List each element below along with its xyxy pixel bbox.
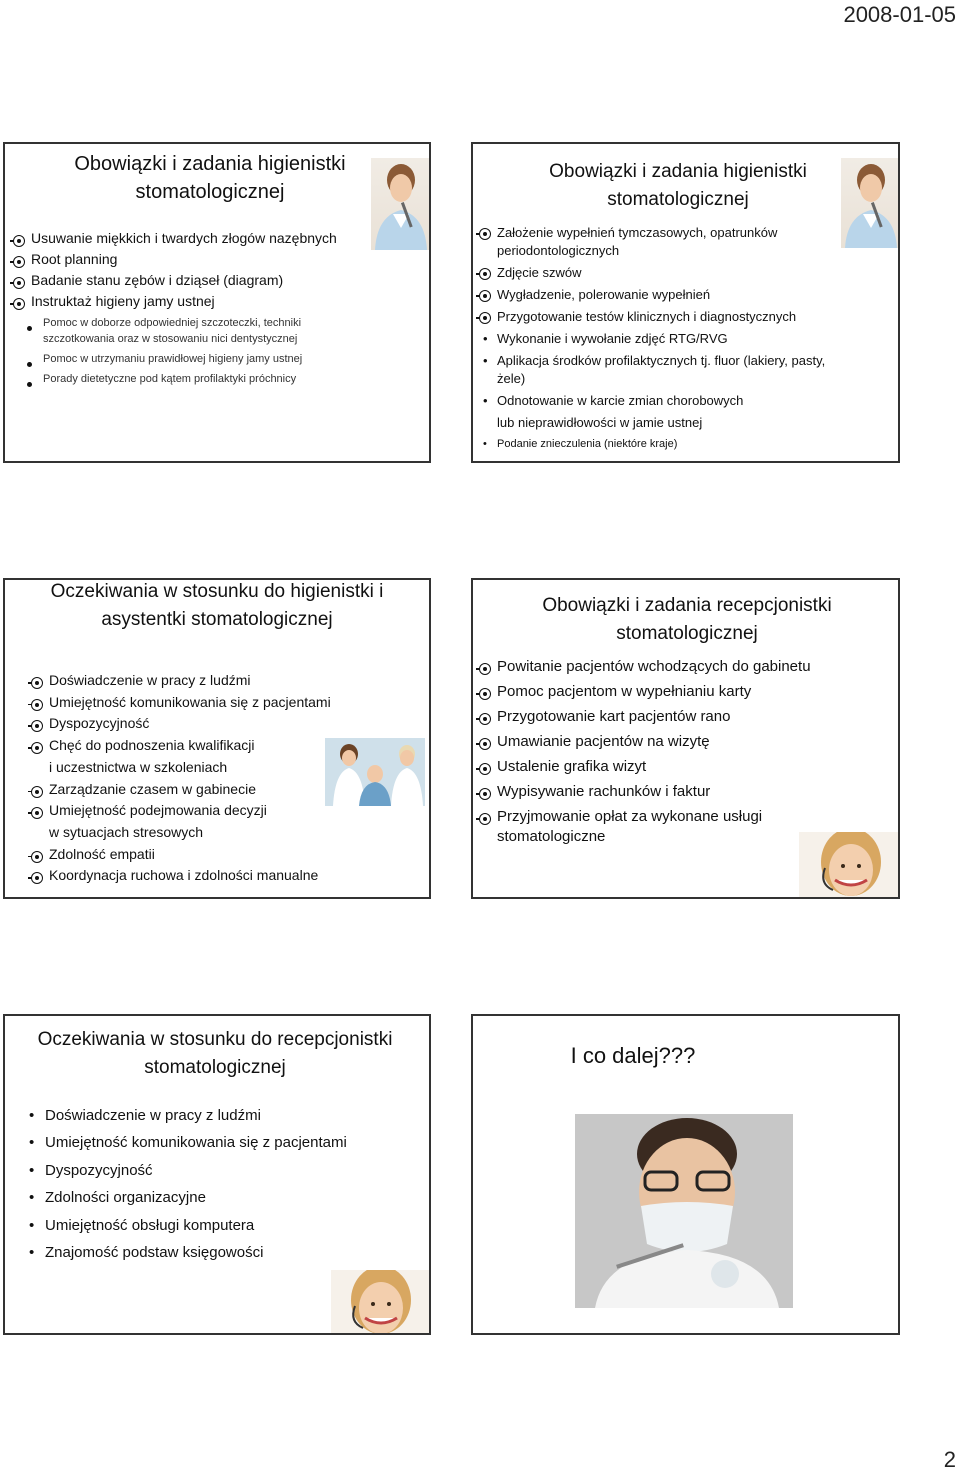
list-item: Porady dietetyczne pod kątem profilaktyki próchnicy: [13, 371, 413, 387]
slide-title: Obowiązki i zadania higienistki stomatologicznej: [74, 153, 346, 203]
slide-list: [479, 224, 849, 452]
list-item: Usuwanie miękkich i twardych złogów nazębnych: [13, 228, 413, 249]
list-item: • Wykonanie i wywołanie zdjęć RTG/RVG: [483, 331, 728, 346]
slide-what-next: [471, 1014, 900, 1335]
list-item: • Odnotowanie w karcie zmian chorobowych: [483, 393, 744, 408]
target-bullet-icon: [479, 290, 491, 302]
list-item: Instruktaż higieny jamy ustnej: [13, 291, 413, 312]
slide-hygienist-expectations: [3, 578, 431, 899]
list-item: Pomoc w doborze odpowiedniej szczoteczki, techniki szczotkowania oraz w stosowaniu nici dentystycznej: [13, 315, 373, 347]
list-item: Umiejętność podejmowania decyzji: [31, 800, 411, 822]
list-item: Wypisywanie rachunków i faktur: [479, 782, 879, 802]
target-bullet-icon: [479, 738, 491, 750]
slide-receptionist-expectations: [3, 1014, 431, 1335]
list-item: • Znajomość podstaw księgowości: [29, 1244, 264, 1262]
list-item: Koordynacja ruchowa i zdolności manualne: [31, 865, 411, 887]
slide-list: [13, 228, 413, 387]
target-bullet-icon: [479, 713, 491, 725]
target-bullet-icon: [479, 228, 491, 240]
list-item: • Zdolności organizacyjne: [29, 1189, 206, 1207]
dot-bullet-icon: [27, 326, 32, 331]
slide-list: [27, 1102, 407, 1266]
slide-hygienist-duties-2: [471, 142, 900, 463]
list-item: Root planning: [13, 249, 413, 270]
list-item: Pomoc pacjentom w wypełnianiu karty: [479, 682, 879, 702]
list-item: Umiejętność komunikowania się z pacjentami: [31, 692, 411, 714]
target-bullet-icon: [479, 268, 491, 280]
list-item: Zdjęcie szwów: [479, 264, 849, 282]
target-bullet-icon: [479, 813, 491, 825]
target-bullet-icon: [31, 699, 43, 711]
list-item: Przyjmowanie opłat za wykonane usługi stomatologiczne: [479, 807, 807, 847]
dot-bullet-icon: [27, 382, 32, 387]
page-number: 2: [943, 1447, 956, 1472]
receptionist-headset-image: [331, 1270, 431, 1335]
list-item: Zdolność empatii: [31, 844, 411, 866]
list-item: Doświadczenie w pracy z ludźmi: [31, 670, 411, 692]
list-item: • Umiejętność obsługi komputera: [29, 1216, 255, 1234]
header-date: 2008-01-05: [843, 2, 956, 27]
list-item: Pomoc w utrzymaniu prawidłowej higieny jamy ustnej: [13, 351, 413, 367]
target-bullet-icon: [13, 277, 25, 289]
slide-title: I co dalej???: [570, 1043, 696, 1068]
slide-receptionist-duties: [471, 578, 900, 899]
list-item: Chęć do podnoszenia kwalifikacji: [31, 735, 411, 757]
target-bullet-icon: [479, 688, 491, 700]
target-bullet-icon: [479, 788, 491, 800]
target-bullet-icon: [13, 235, 25, 247]
hygienist-portrait-image: [841, 158, 899, 248]
list-item: • Aplikacja środków profilaktycznych tj. fluor (lakiery, pasty, żele): [483, 353, 826, 386]
slide-title: Oczekiwania w stosunku do recepcjonistki stomatologicznej: [37, 1029, 393, 1078]
target-bullet-icon: [13, 298, 25, 310]
slide-list: [479, 657, 879, 847]
target-bullet-icon: [13, 256, 25, 268]
slide-hygienist-duties-1: [3, 142, 431, 463]
target-bullet-icon: [479, 312, 491, 324]
target-bullet-icon: [31, 872, 43, 884]
dentist-with-mask-image: [575, 1114, 793, 1308]
target-bullet-icon: [31, 677, 43, 689]
slide-title: Obowiązki i zadania recepcjonistki stomatologicznej: [542, 595, 832, 644]
target-bullet-icon: [31, 851, 43, 863]
list-item: Umawianie pacjentów na wizytę: [479, 732, 879, 752]
list-item: lub nieprawidłowości w jamie ustnej: [497, 415, 703, 430]
list-item: Założenie wypełnień tymczasowych, opatrunków periodontologicznych: [479, 224, 849, 260]
list-item: Przygotowanie kart pacjentów rano: [479, 707, 879, 727]
target-bullet-icon: [479, 663, 491, 675]
list-item: Powitanie pacjentów wchodzących do gabinetu: [479, 657, 879, 677]
target-bullet-icon: [31, 742, 43, 754]
slide-title: Oczekiwania w stosunku do higienistki i asystentki stomatologicznej: [50, 581, 384, 630]
list-item: • Doświadczenie w pracy z ludźmi: [29, 1107, 261, 1124]
slide-list: [31, 670, 411, 887]
list-item: Przygotowanie testów klinicznych i diagnostycznych: [479, 308, 877, 326]
dot-bullet-icon: [27, 362, 32, 367]
list-item: Ustalenie grafika wizyt: [479, 757, 879, 777]
target-bullet-icon: [31, 720, 43, 732]
list-item: i uczestnictwa w szkoleniach: [49, 758, 228, 775]
list-item: • Podanie znieczulenia (niektóre kraje): [483, 438, 678, 450]
list-item: • Dyspozycyjność: [29, 1161, 153, 1179]
target-bullet-icon: [31, 786, 43, 798]
list-item: Dyspozycyjność: [31, 713, 411, 735]
list-item: Zarządzanie czasem w gabinecie: [31, 779, 411, 801]
target-bullet-icon: [31, 807, 43, 819]
list-item: Badanie stanu zębów i dziąseł (diagram): [13, 270, 413, 291]
list-item: Wygładzenie, polerowanie wypełnień: [479, 286, 849, 304]
target-bullet-icon: [479, 763, 491, 775]
list-item: w sytuacjach stresowych: [49, 823, 204, 840]
list-item: • Umiejętność komunikowania się z pacjentami: [29, 1134, 347, 1152]
slide-title: Obowiązki i zadania higienistki stomatologicznej: [549, 161, 807, 210]
